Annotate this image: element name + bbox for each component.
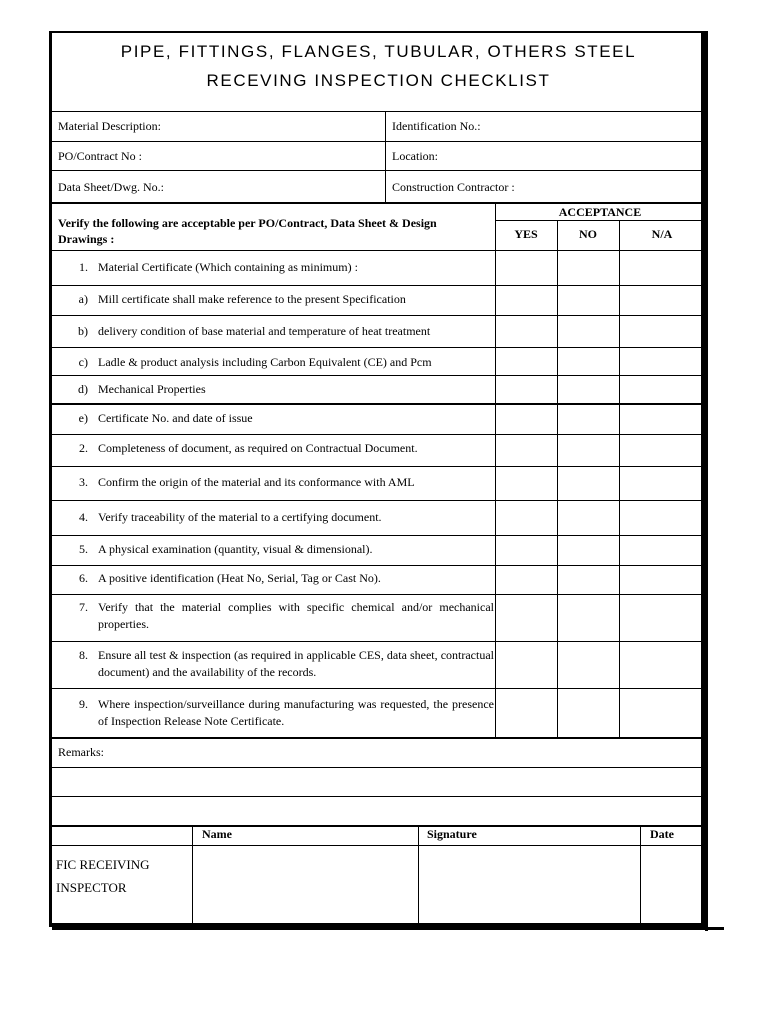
item-number: 1. [79, 260, 88, 274]
checklist-item: Where inspection/surveillance during manufacturing was requested, the presence of Inspection Release Note Certificate. [98, 697, 494, 728]
divider [385, 111, 386, 203]
checklist-item: A positive identification (Heat No, Serial, Tag or Cast No). [98, 571, 381, 585]
verify-heading-line2: Drawings : [58, 232, 115, 246]
divider [52, 500, 705, 501]
divider [52, 403, 705, 405]
checklist-item: Confirm the origin of the material and its conformance with AML [98, 475, 415, 489]
divider [52, 375, 705, 376]
frame-shadow-right [705, 31, 708, 931]
item-number: 2. [79, 441, 88, 455]
identification-no-label: Identification No.: [392, 119, 481, 133]
signature-field[interactable] [419, 846, 640, 925]
frame-shadow-bottom [52, 927, 724, 930]
item-number: 7. [79, 600, 88, 614]
construction-contractor-label: Construction Contractor : [392, 180, 515, 194]
checklist-item: Ladle & product analysis including Carbon Equivalent (CE) and Pcm [98, 355, 432, 369]
name-field[interactable] [193, 846, 418, 925]
date-column-header: Date [650, 827, 674, 841]
item-number: 6. [79, 571, 88, 585]
date-field[interactable] [641, 846, 705, 925]
no-column-header: NO [579, 227, 597, 241]
acceptance-header: ACCEPTANCE [558, 205, 642, 219]
role-label-line2: INSPECTOR [56, 880, 127, 895]
form-title-line2: RECEVING INSPECTION CHECKLIST [206, 71, 551, 90]
divider [52, 285, 705, 286]
checklist-item: delivery condition of base material and temperature of heat treatment [98, 324, 431, 338]
na-column-header: N/A [651, 227, 673, 241]
item-number: 3. [79, 475, 88, 489]
verify-heading-line1: Verify the following are acceptable per PO/Contract, Data Sheet & Design [58, 216, 437, 230]
divider [52, 315, 705, 316]
divider [52, 796, 705, 797]
form-title-line1: PIPE, FITTINGS, FLANGES, TUBULAR, OTHERS STEEL [120, 42, 637, 61]
checklist-item: Mill certificate shall make reference to the present Specification [98, 292, 406, 306]
item-number: a) [78, 292, 88, 306]
checklist-item: Completeness of document, as required on Contractual Document. [98, 441, 418, 455]
divider [52, 688, 705, 689]
checklist-item: Mechanical Properties [98, 382, 206, 396]
divider [619, 220, 620, 738]
item-number: 4. [79, 510, 88, 524]
item-number: 5. [79, 542, 88, 556]
item-number: 8. [79, 648, 88, 662]
divider [52, 347, 705, 348]
divider [52, 737, 705, 739]
checklist-item: Verify traceability of the material to a certifying document. [98, 510, 382, 524]
divider [52, 641, 705, 642]
name-column-header: Name [202, 827, 232, 841]
item-number: c) [78, 355, 88, 369]
item-number: e) [78, 411, 88, 425]
data-sheet-label: Data Sheet/Dwg. No.: [58, 180, 164, 194]
divider [52, 565, 705, 566]
item-number: 9. [79, 697, 88, 711]
checklist-form [49, 31, 705, 927]
po-contract-label: PO/Contract No : [58, 149, 142, 163]
yes-checkbox[interactable] [496, 251, 557, 285]
checklist-item: A physical examination (quantity, visual & dimensional). [98, 542, 373, 556]
remarks-label: Remarks: [58, 745, 104, 759]
divider [52, 434, 705, 435]
yes-column-header: YES [514, 227, 538, 241]
location-label: Location: [392, 149, 438, 163]
signature-column-header: Signature [427, 827, 477, 841]
divider [52, 594, 705, 595]
divider [52, 767, 705, 768]
role-label-line1: FIC RECEIVING [56, 857, 150, 872]
divider [52, 825, 705, 827]
checklist-item: Certificate No. and date of issue [98, 411, 253, 425]
form-title [52, 33, 705, 112]
checklist-item: Material Certificate (Which containing as minimum) : [98, 260, 358, 274]
item-number: d) [78, 382, 88, 396]
checklist-item: Ensure all test & inspection (as required in applicable CES, data sheet, contractual document) and the availability of the records. [98, 648, 494, 679]
material-description-label: Material Description: [58, 119, 161, 133]
divider [52, 141, 705, 142]
checklist-item: Verify that the material complies with specific chemical and/or mechanical properties. [98, 600, 494, 631]
divider [52, 535, 705, 536]
divider [52, 202, 705, 204]
divider [557, 220, 558, 738]
no-checkbox[interactable] [558, 251, 619, 285]
divider [52, 466, 705, 467]
divider [495, 220, 705, 221]
divider [52, 170, 705, 171]
na-checkbox[interactable] [620, 251, 705, 285]
item-number: b) [78, 324, 88, 338]
